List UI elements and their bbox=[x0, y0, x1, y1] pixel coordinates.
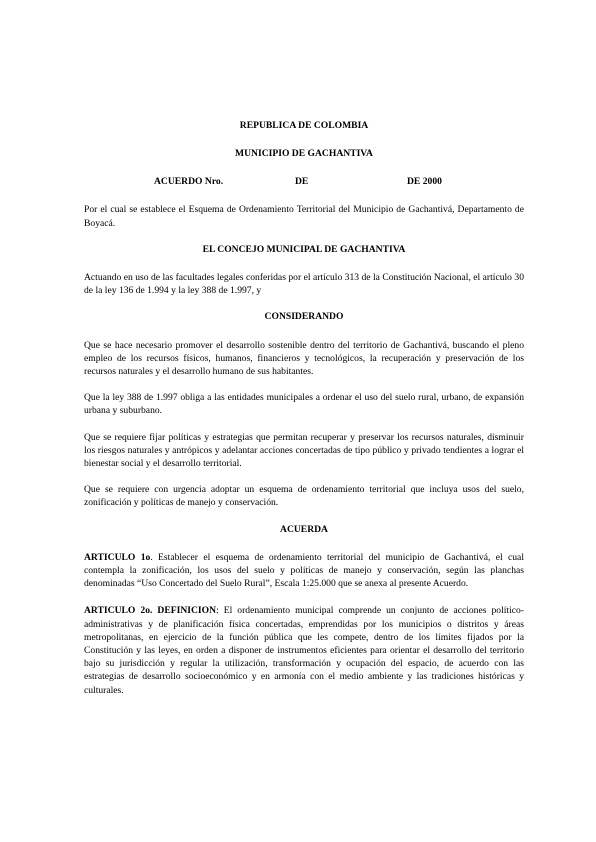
articulo-2-label: ARTICULO 2o. DEFINICION bbox=[84, 605, 217, 617]
articulo-2-text: : El ordenamiento municipal comprende un conjunto de acciones político-administrativas y de planificación física concertadas, emprendidas por los municipios o distritos y áreas metropolitanas, en ejercicio de la función pública que les compete, dentro de los límites fijados por la Constitución y las leyes, en orden a disponer de instrumentos eficientes para orientar el desarrollo del territorio bajo su jurisdicción y regular la utilización, transformación y ocupación del espacio, de acuerdo con las estrategias de desarrollo socioeconómico y en armonía con el medio ambiente y las tradiciones históricas y culturales. bbox=[84, 605, 525, 696]
considerando-paragraph-2: Que la ley 388 de 1.997 obliga a las entidades municipales a ordenar el uso del suelo rural, urbano, de expansión urbana y suburbano. bbox=[84, 392, 524, 417]
intro-paragraph: Por el cual se establece el Esquema de Ordenamiento Territorial del Municipio de Gachantivá, Departamento de Boyacá. bbox=[84, 204, 524, 229]
powers-paragraph: Actuando en uso de las facultades legales conferidas por el artículo 313 de la Constitución Nacional, el artículo 30 de la ley 136 de 1.994 y la ley 388 de 1.997, y bbox=[84, 272, 524, 297]
acuerdo-year-label: DE 2000 bbox=[407, 176, 442, 188]
articulo-2 bbox=[84, 604, 524, 696]
acuerdo-number-line bbox=[84, 175, 524, 189]
considerando-paragraph-3: Que se requiere fijar políticas y estrategias que permitan recuperar y preservar los recursos naturales, disminuir los riesgos naturales y antrópicos y adelantar acciones concertadas de tipo público y privado tendientes a lograr el bienestar social y el desarrollo territorial. bbox=[84, 431, 524, 470]
country-heading: REPUBLICA DE COLOMBIA bbox=[239, 120, 369, 131]
acuerda-heading: ACUERDA bbox=[280, 523, 328, 535]
articulo-1-label: ARTICULO 1o bbox=[84, 551, 151, 563]
considerando-paragraph-1: Que se hace necesario promover el desarrollo sostenible dentro del territorio de Gachantivá, buscando el pleno empleo de los recursos físicos, humanos, financieros y tecnológicos, la recuperación y preservación de los recursos naturales y el desarrollo humano de sus habitantes. bbox=[84, 339, 524, 378]
considerando-heading: CONSIDERANDO bbox=[264, 311, 344, 323]
articulo-1 bbox=[84, 551, 524, 591]
articulo-1-text: . Establecer el esquema de ordenamiento territorial del municipio de Gachantivá, el cual contempla la zonificación, los usos del suelo y políticas de manejo y conservación, según las planchas denominadas “Uso Concertado del Suelo Rural”, Escala 1:25.000 que se anexa al presente Acuerdo. bbox=[84, 551, 524, 590]
document-content bbox=[84, 119, 524, 711]
acuerdo-de-label: DE bbox=[295, 176, 309, 188]
considerando-paragraph-4: Que se requiere con urgencia adoptar un esquema de ordenamiento territorial que incluya usos del suelo, zonificación y políticas de manejo y conservación. bbox=[84, 484, 524, 509]
council-heading: EL CONCEJO MUNICIPAL DE GACHANTIVA bbox=[202, 243, 406, 255]
acuerdo-label: ACUERDO Nro. bbox=[154, 176, 224, 188]
municipality-heading: MUNICIPIO DE GACHANTIVA bbox=[235, 148, 373, 160]
